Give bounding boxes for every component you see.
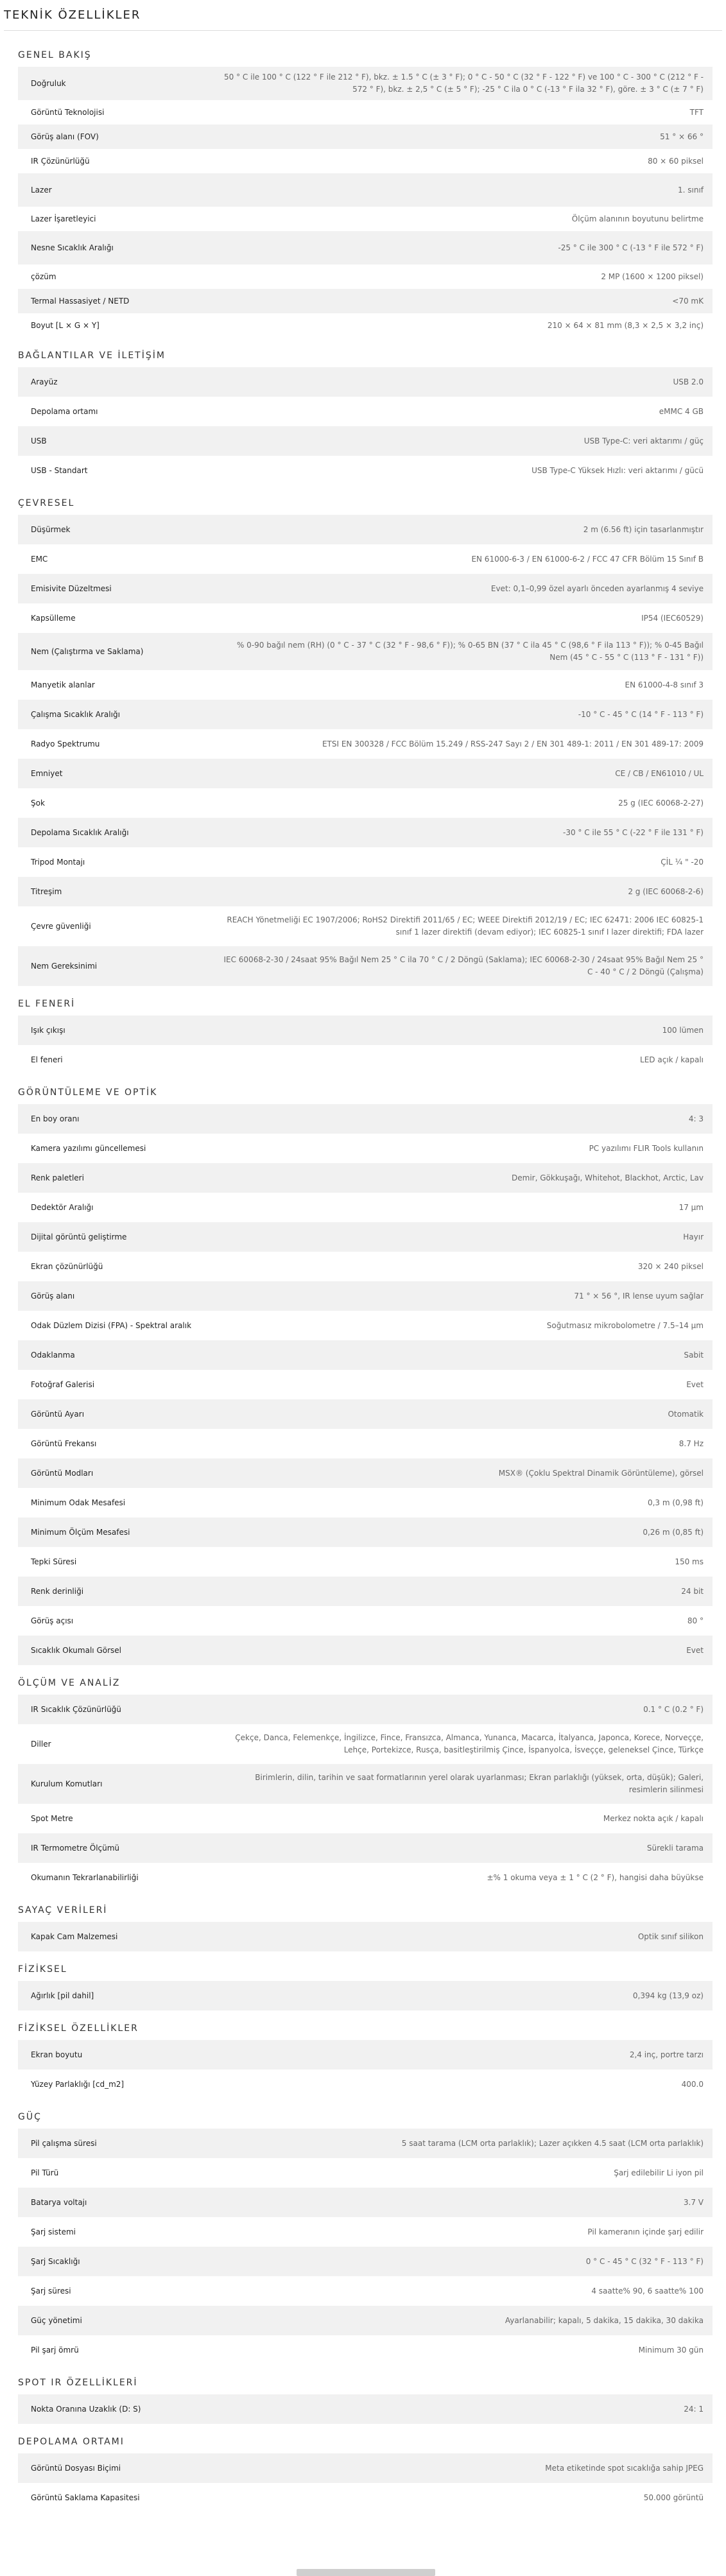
spec-row: [18, 670, 713, 700]
spec-row: [18, 289, 713, 313]
spec-row: [18, 1016, 713, 1045]
spec-value: 0,26 m (0,85 ft): [643, 1527, 704, 1537]
spec-row: [18, 426, 713, 456]
section-title: FİZİKSEL ÖZELLİKLER: [18, 2023, 139, 2034]
spec-value: Çekçe, Danca, Felemenkçe, İngilizce, Fince, Fransızca, Almanca, Yunanca, Macarca, İtalyanca, Japonca, Korece, Norveççe, Lehçe, Portekizce, Rusça, basitleştirilmiş Çince, İspanyolca, İsveççe, geleneksel Çince, Türkçe: [235, 1733, 704, 1754]
section-title: ÖLÇÜM VE ANALİZ: [18, 1678, 121, 1688]
spec-row: [18, 1429, 713, 1458]
spec-label: IR Termometre Ölçümü: [31, 1843, 120, 1853]
spec-label: Kurulum Komutları: [31, 1779, 103, 1788]
spec-label: Boyut [L × G × Y]: [31, 320, 99, 330]
spec-label: Nokta Oranına Uzaklık (D: S): [31, 2404, 141, 2414]
spec-row: [18, 2040, 713, 2070]
spec-value: CE / CB / EN61010 / UL: [615, 768, 704, 778]
spec-section: [0, 2105, 726, 2365]
spec-label: Yüzey Parlaklığı [cd_m2]: [31, 2079, 125, 2089]
spec-row: [18, 1517, 713, 1547]
spec-label: Şarj Sıcaklığı: [31, 2256, 80, 2266]
page-title: TEKNİK ÖZELLİKLER: [4, 0, 722, 31]
spec-row: [18, 1636, 713, 1665]
spec-value: EN 61000-4-8 sınıf 3: [625, 680, 704, 689]
spec-label: EMC: [31, 554, 48, 564]
spec-row: [18, 149, 713, 173]
spec-row: [18, 1193, 713, 1222]
spec-label: Odaklanma: [31, 1350, 75, 1360]
spec-value: ±% 1 okuma veya ± 1 ° C (2 ° F), hangisi daha büyükse: [487, 1872, 704, 1882]
spec-value: Optik sınıf silikon: [637, 1932, 704, 1941]
spec-value: USB Type-C Yüksek Hızlı: veri aktarımı / gücü: [532, 465, 704, 475]
spec-label: Tepki Süresi: [31, 1557, 77, 1566]
spec-value: Evet: 0,1–0,99 özel ayarlı önceden ayarlanmış 4 seviye: [490, 583, 704, 593]
spec-value: Ölçüm alanının boyutunu belirtme: [571, 214, 704, 223]
spec-value: -25 ° C ile 300 ° C (-13 ° F ile 572 ° F): [558, 243, 704, 252]
spec-label: Kapak Cam Malzemesi: [31, 1932, 118, 1941]
spec-value: IP54 (IEC60529): [641, 613, 704, 623]
spec-label: Minimum Ölçüm Mesafesi: [31, 1527, 130, 1537]
spec-value: 71 ° × 56 °, IR lense uyum sağlar: [574, 1291, 704, 1301]
spec-section: [0, 492, 726, 986]
spec-value: 50 ° C ile 100 ° C (122 ° F ile 212 ° F), bkz. ± 1.5 ° C (± 3 ° F); 0 ° C - 50 ° C (32 ° F - 122 ° F) ve 100 ° C - 300 ° C (212 ° F - 572 ° F), bkz. ± 2,5 ° C (± 5 ° F); -25 ° C ila 0 ° C (-13 ° F ila 32 ° F), göre. ± 3 ° C (± 7 ° F): [224, 73, 704, 94]
spec-value: ÇİL ¼ " -20: [661, 857, 704, 867]
spec-label: IR Sıcaklık Çözünürlüğü: [31, 1704, 121, 1714]
spec-row: [18, 1163, 713, 1193]
section-title: GÖRÜNTÜLEME VE OPTİK: [18, 1087, 158, 1098]
spec-value: 2 MP (1600 × 1200 piksel): [601, 272, 704, 281]
spec-row: [18, 264, 713, 289]
spec-row: [18, 1488, 713, 1517]
spec-label: Ekran boyutu: [31, 2050, 83, 2059]
spec-label: Emniyet: [31, 768, 63, 778]
spec-label: Görüntü Ayarı: [31, 1409, 85, 1419]
spec-section: [0, 1958, 726, 2010]
spec-row: [18, 515, 713, 544]
spec-label: Ekran çözünürlüğü: [31, 1261, 103, 1271]
spec-row: [18, 1134, 713, 1163]
spec-row: [18, 2335, 713, 2365]
spec-value: 24: 1: [684, 2404, 704, 2414]
spec-value: 80 °: [687, 1616, 704, 1625]
section-title: SPOT IR ÖZELLİKLERİ: [18, 2378, 138, 2388]
horizontal-scrollbar[interactable]: [297, 2569, 435, 2576]
spec-value: Evet: [686, 1645, 704, 1655]
spec-label: Okumanın Tekrarlanabilirliği: [31, 1872, 139, 1882]
spec-row: [18, 207, 713, 231]
spec-value: IEC 60068-2-30 / 24saat 95% Bağıl Nem 25 ° C ila 70 ° C / 2 Döngü (Saklama); IEC 60068-2-30 / 24saat 95% Bağıl Nem 25 ° C - 40 ° C / 2 Döngü (Çalışma): [223, 955, 704, 976]
spec-row: [18, 1804, 713, 1833]
spec-row: [18, 67, 713, 100]
spec-row: [18, 1458, 713, 1488]
spec-label: Şok: [31, 798, 45, 808]
spec-label: Ağırlık [pil dahil]: [31, 1991, 94, 2000]
spec-row: [18, 2158, 713, 2188]
spec-row: [18, 1606, 713, 1636]
spec-section: [0, 992, 726, 1075]
spec-value: PC yazılımı FLIR Tools kullanın: [589, 1143, 704, 1153]
spec-row: [18, 1922, 713, 1951]
spec-label: Görüntü Teknolojisi: [31, 107, 105, 117]
spec-label: Görüş alanı: [31, 1291, 75, 1301]
spec-row: [18, 1252, 713, 1281]
spec-row: [18, 1370, 713, 1399]
spec-section: [0, 2430, 726, 2512]
spec-section: [0, 1899, 726, 1951]
spec-section: [0, 2371, 726, 2424]
spec-value: USB Type-C: veri aktarımı / güç: [583, 436, 704, 445]
spec-row: [18, 633, 713, 670]
spec-row: [18, 2188, 713, 2217]
spec-value: 50.000 görüntü: [643, 2493, 704, 2502]
spec-row: [18, 2217, 713, 2247]
spec-value: Sürekli tarama: [646, 1843, 704, 1853]
spec-row: [18, 574, 713, 603]
spec-section: [0, 1672, 726, 1892]
spec-value: <70 mK: [672, 296, 704, 306]
spec-row: [18, 2483, 713, 2512]
spec-label: Renk paletleri: [31, 1173, 84, 1182]
spec-label: Diller: [31, 1739, 51, 1749]
spec-value: eMMC 4 GB: [659, 406, 704, 416]
spec-row: [18, 1281, 713, 1311]
section-title: GÜÇ: [18, 2112, 42, 2122]
spec-label: Görüntü Frekansı: [31, 1439, 97, 1448]
spec-label: USB - Standart: [31, 465, 88, 475]
spec-value: 400.0: [681, 2079, 704, 2089]
spec-row: [18, 2276, 713, 2306]
spec-label: Nem (Çalıştırma ve Saklama): [31, 646, 144, 656]
spec-value: Meta etiketinde spot sıcaklığa sahip JPEG: [545, 2463, 704, 2473]
spec-label: Şarj süresi: [31, 2286, 71, 2295]
spec-value: 51 ° × 66 °: [660, 132, 704, 141]
spec-label: Depolama ortamı: [31, 406, 98, 416]
spec-label: Pil şarj ömrü: [31, 2345, 79, 2355]
spec-label: Işık çıkışı: [31, 1025, 65, 1035]
spec-row: [18, 1399, 713, 1429]
spec-value: 0,394 kg (13,9 oz): [632, 1991, 704, 2000]
spec-label: Batarya voltajı: [31, 2197, 87, 2207]
spec-row: [18, 173, 713, 207]
section-title: SAYAÇ VERİLERİ: [18, 1905, 108, 1915]
spec-row: [18, 125, 713, 149]
spec-value: LED açık / kapalı: [640, 1055, 704, 1064]
spec-label: Doğruluk: [31, 78, 66, 88]
spec-row: [18, 1045, 713, 1075]
spec-label: IR Çözünürlüğü: [31, 156, 90, 166]
spec-label: Fotoğraf Galerisi: [31, 1379, 95, 1389]
spec-row: [18, 877, 713, 906]
spec-value: 0 ° C - 45 ° C (32 ° F - 113 ° F): [585, 2256, 704, 2266]
spec-row: [18, 788, 713, 818]
spec-value: 24 bit: [681, 1586, 704, 1596]
spec-value: 25 g (IEC 60068-2-27): [618, 798, 704, 808]
spec-label: Pil çalışma süresi: [31, 2138, 97, 2148]
spec-section: [0, 344, 726, 485]
spec-value: EN 61000-6-3 / EN 61000-6-2 / FCC 47 CFR Bölüm 15 Sınıf B: [471, 554, 704, 564]
spec-value: USB 2.0: [673, 377, 704, 386]
spec-row: [18, 1104, 713, 1134]
spec-label: Renk derinliği: [31, 1586, 84, 1596]
spec-section: [0, 2017, 726, 2099]
spec-row: [18, 1724, 713, 1764]
spec-row: [18, 1222, 713, 1252]
spec-value: 80 × 60 piksel: [648, 156, 704, 166]
spec-value: 150 ms: [675, 1557, 704, 1566]
spec-label: Titreşim: [31, 886, 62, 896]
spec-label: Nem Gereksinimi: [31, 961, 98, 971]
spec-label: Görüntü Dosyası Biçimi: [31, 2463, 121, 2473]
spec-label: Şarj sistemi: [31, 2227, 76, 2236]
section-title: EL FENERİ: [18, 999, 76, 1009]
spec-value: Evet: [686, 1379, 704, 1389]
spec-label: Nesne Sıcaklık Aralığı: [31, 243, 114, 252]
section-title: ÇEVRESEL: [18, 498, 75, 508]
spec-label: Emisivite Düzeltmesi: [31, 583, 112, 593]
spec-value: 4 saatte% 90, 6 saatte% 100: [591, 2286, 704, 2295]
spec-value: TFT: [689, 107, 704, 117]
spec-row: [18, 759, 713, 788]
spec-row: [18, 1547, 713, 1577]
spec-label: En boy oranı: [31, 1114, 80, 1123]
spec-row: [18, 1695, 713, 1724]
spec-value: 210 × 64 × 81 mm (8,3 × 2,5 × 3,2 inç): [547, 320, 704, 330]
spec-label: Görüntü Modları: [31, 1468, 94, 1478]
spec-row: [18, 906, 713, 946]
spec-row: [18, 313, 713, 338]
spec-label: Pil Türü: [31, 2168, 59, 2177]
spec-label: Tripod Montajı: [31, 857, 85, 867]
spec-row: [18, 1340, 713, 1370]
spec-label: Depolama Sıcaklık Aralığı: [31, 827, 129, 837]
spec-sections: [0, 37, 726, 2512]
spec-value: 4: 3: [688, 1114, 704, 1123]
spec-label: Radyo Spektrumu: [31, 739, 100, 748]
spec-row: [18, 1311, 713, 1340]
spec-value: Hayır: [683, 1232, 704, 1241]
spec-row: [18, 818, 713, 847]
spec-row: [18, 847, 713, 877]
spec-value: Merkez nokta açık / kapalı: [603, 1813, 704, 1823]
spec-row: [18, 2129, 713, 2158]
spec-label: USB: [31, 436, 47, 445]
spec-value: 320 × 240 piksel: [637, 1261, 704, 1271]
spec-value: Demir, Gökkuşağı, Whitehot, Blackhot, Arctic, Lav: [512, 1173, 704, 1182]
spec-label: Sıcaklık Okumalı Görsel: [31, 1645, 121, 1655]
spec-row: [18, 946, 713, 986]
spec-row: [18, 1981, 713, 2010]
spec-label: Dedektör Aralığı: [31, 1202, 94, 1212]
spec-label: Manyetik alanlar: [31, 680, 95, 689]
spec-value: Şarj edilebilir Li iyon pil: [614, 2168, 704, 2177]
spec-label: Görüş alanı (FOV): [31, 132, 99, 141]
spec-label: Dijital görüntü geliştirme: [31, 1232, 127, 1241]
spec-row: [18, 456, 713, 485]
spec-row: [18, 700, 713, 729]
spec-value: Soğutmasız mikrobolometre / 7.5–14 µm: [546, 1320, 704, 1330]
spec-label: Güç yönetimi: [31, 2315, 82, 2325]
spec-value: REACH Yönetmeliği EC 1907/2006; RoHS2 Direktifi 2011/65 / EC; WEEE Direktifi 2012/19 / EC; IEC 62471: 2006 IEC 60825-1 sınıf 1 lazer direktifi (devam ediyor); IEC 60825-1 sınıf I lazer direktifi; FDA lazer: [227, 915, 704, 937]
spec-value: 100 lümen: [662, 1025, 704, 1035]
spec-label: Düşürmek: [31, 524, 71, 534]
spec-row: [18, 1577, 713, 1606]
spec-value: 0.1 ° C (0.2 ° F): [643, 1704, 704, 1714]
spec-label: Görüntü Saklama Kapasitesi: [31, 2493, 140, 2502]
spec-value: Birimlerin, dilin, tarihin ve saat formatlarının yerel olarak uyarlanması; Ekran parlaklığı (yüksek, orta, düşük); Galeri, resimlerin silinmesi: [255, 1773, 704, 1794]
spec-label: Çalışma Sıcaklık Aralığı: [31, 709, 120, 719]
spec-label: çözüm: [31, 272, 56, 281]
spec-row: [18, 2453, 713, 2483]
spec-row: [18, 100, 713, 125]
spec-label: Spot Metre: [31, 1813, 73, 1823]
section-title: GENEL BAKIŞ: [18, 50, 92, 60]
spec-value: ETSI EN 300328 / FCC Bölüm 15.249 / RSS-247 Sayı 2 / EN 301 489-1: 2011 / EN 301 489-17: 2009: [322, 739, 704, 748]
spec-label: El feneri: [31, 1055, 63, 1064]
spec-label: Lazer: [31, 185, 52, 194]
spec-value: Minimum 30 gün: [638, 2345, 704, 2355]
spec-value: 2 m (6.56 ft) için tasarlanmıştır: [583, 524, 704, 534]
spec-label: Arayüz: [31, 377, 58, 386]
spec-row: [18, 397, 713, 426]
spec-value: 3.7 V: [683, 2197, 704, 2207]
section-title: FİZİKSEL: [18, 1964, 67, 1975]
spec-value: -10 ° C - 45 ° C (14 ° F - 113 ° F): [578, 709, 704, 719]
spec-section: [0, 44, 726, 338]
spec-value: % 0-90 bağıl nem (RH) (0 ° C - 37 ° C (32 ° F - 98,6 ° F)); % 0-65 BN (37 ° C ila 45 ° C (98,6 ° F ila 113 ° F)); % 0-45 Bağıl Nem (45 ° C - 55 ° C (113 ° F - 131 ° F)): [236, 641, 704, 662]
spec-row: [18, 603, 713, 633]
section-title: DEPOLAMA ORTAMI: [18, 2437, 125, 2447]
spec-value: -30 ° C ile 55 ° C (-22 ° F ile 131 ° F): [563, 827, 704, 837]
spec-row: [18, 367, 713, 397]
spec-label: Lazer İşaretleyici: [31, 214, 96, 223]
spec-row: [18, 1764, 713, 1804]
spec-row: [18, 2247, 713, 2276]
spec-value: 2 g (IEC 60068-2-6): [628, 886, 704, 896]
spec-value: MSX® (Çoklu Spektral Dinamik Görüntüleme), görsel: [498, 1468, 704, 1478]
spec-label: Kamera yazılımı güncellemesi: [31, 1143, 146, 1153]
spec-label: Görüş açısı: [31, 1616, 74, 1625]
spec-row: [18, 2306, 713, 2335]
spec-label: Odak Düzlem Dizisi (FPA) - Spektral aralık: [31, 1320, 192, 1330]
spec-label: Çevre güvenliği: [31, 921, 91, 931]
spec-value: 2,4 inç, portre tarzı: [629, 2050, 704, 2059]
spec-row: [18, 544, 713, 574]
spec-row: [18, 231, 713, 264]
spec-label: Minimum Odak Mesafesi: [31, 1498, 126, 1507]
spec-value: 5 saat tarama (LCM orta parlaklık); Lazer açıkken 4.5 saat (LCM orta parlaklık): [401, 2138, 704, 2148]
spec-row: [18, 729, 713, 759]
spec-row: [18, 2070, 713, 2099]
spec-value: Pil kameranın içinde şarj edilir: [587, 2227, 704, 2236]
spec-value: 0,3 m (0,98 ft): [647, 1498, 704, 1507]
spec-value: Sabit: [684, 1350, 704, 1360]
spec-label: Termal Hassasiyet / NETD: [31, 296, 130, 306]
spec-label: Kapsülleme: [31, 613, 76, 623]
spec-value: Otomatik: [668, 1409, 704, 1419]
spec-row: [18, 1833, 713, 1863]
spec-value: 1. sınıf: [677, 185, 704, 194]
spec-row: [18, 1863, 713, 1892]
spec-section: [0, 1081, 726, 1665]
spec-value: 17 µm: [678, 1202, 704, 1212]
spec-value: 8.7 Hz: [678, 1439, 704, 1448]
section-title: BAĞLANTILAR VE İLETİŞİM: [18, 350, 166, 361]
spec-row: [18, 2394, 713, 2424]
spec-value: Ayarlanabilir; kapalı, 5 dakika, 15 dakika, 30 dakika: [505, 2315, 704, 2325]
